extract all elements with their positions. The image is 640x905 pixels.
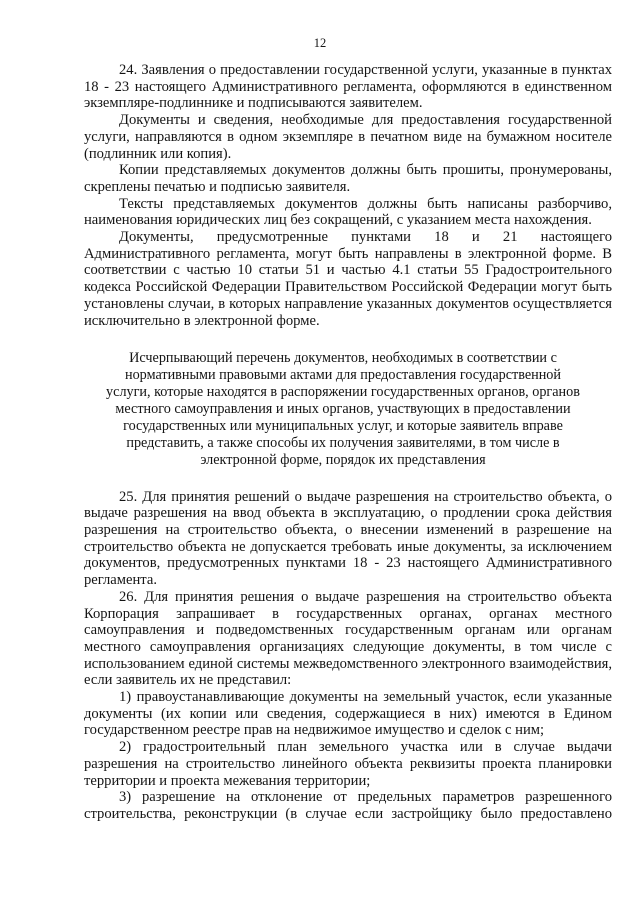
section-heading: Исчерпывающий перечень документов, необходимых в соответствии с нормативными правовыми актами для предоставления государственной услуги, которые находятся в распоряжении государственных органов, органов местного самоуправления и иных органов, участвующих в предоставлении государственных или муниципальных услуг, и которые заявитель вправе представить, а также способы их получения заявителями, в том числе в электронной форме, порядок их представления (106, 350, 580, 468)
paragraph-copies: Копии представляемых документов должны быть прошиты, пронумерованы, скреплены печатью и подписью заявителя. (84, 162, 612, 195)
list-item-3: 3) разрешение на отклонение от предельных параметров разрешенного строительства, реконструкции (в случае если застройщику было предоставлено (84, 789, 612, 822)
page-number: 12 (313, 36, 327, 50)
paragraph-24: 24. Заявления о предоставлении государственной услуги, указанные в пунктах 18 - 23 настоящего Административного регламента, оформляются в единственном экземпляре-подлиннике и подписываются заявителем. (84, 62, 612, 112)
paragraph-texts: Тексты представляемых документов должны быть написаны разборчиво, наименования юридических лиц без сокращений, с указанием места нахождения. (84, 195, 612, 229)
document-body (84, 62, 612, 823)
paragraph-electronic-form: Документы, предусмотренные пунктами 18 и 21 настоящего Административного регламента, могут быть направлены в электронной форме. В соответствии с частью 10 статьи 51 и частью 4.1 статьи 55 Градостроительного кодекса Российской Федерации Правительством Российской Федерации могут быть установлены случаи, в которых направление указанных документов осуществляется исключительно в электронной форме. (84, 229, 612, 329)
paragraph-25: 25. Для принятия решений о выдаче разрешения на строительство объекта, о выдаче разрешения на ввод объекта в эксплуатацию, о продлении срока действия разрешения на строительство объекта, о внесении изменений в разрешение на строительство объекта не допускается требовать иные документы, за исключением документов, предусмотренных пунктами 18 - 23 настоящего Административного регламента. (84, 488, 612, 589)
list-item-1: 1) правоустанавливающие документы на земельный участок, если указанные документы (их копии или сведения, содержащиеся в них) имеются в Едином государственном реестре прав на недвижимое имущество и сделок с ним; (84, 689, 612, 739)
paragraph-26: 26. Для принятия решения о выдаче разрешения на строительство объекта Корпорация запрашивает в государственных органах, органах местного самоуправления и подведомственных государственным органам или органам местного самоуправления организациях следующие документы, в том числе с использованием единой системы межведомственного электронного взаимодействия, если заявитель их не представил: (84, 588, 612, 689)
paragraph-documents-info: Документы и сведения, необходимые для предоставления государственной услуги, направляются в одном экземпляре в печатном виде на бумажном носителе (подлинник или копия). (84, 112, 612, 162)
list-item-2: 2) градостроительный план земельного участка или в случае выдачи разрешения на строительство линейного объекта реквизиты проекта планировки территории и проекта межевания территории; (84, 739, 612, 789)
